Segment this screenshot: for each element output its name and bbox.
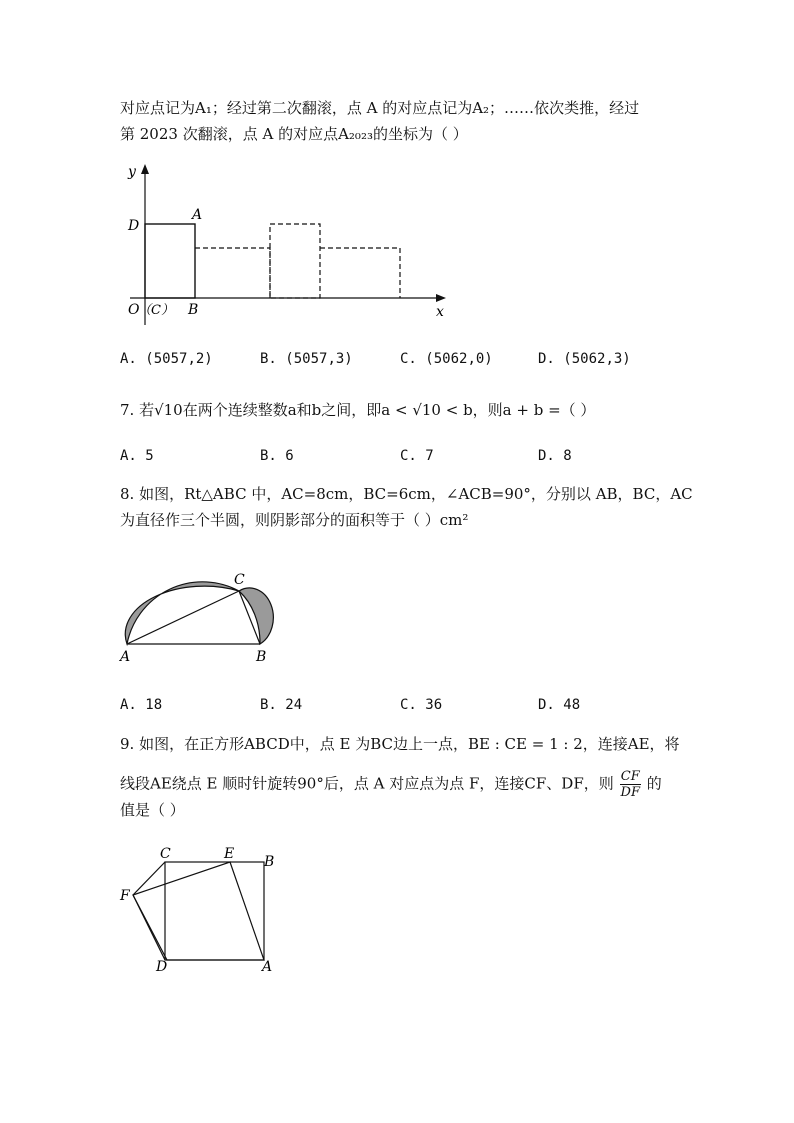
label-b: B: [188, 302, 199, 318]
label-d: D: [128, 218, 140, 234]
label-b: B: [264, 854, 275, 870]
q9-stem-line2: [120, 769, 662, 800]
q6-option-d[interactable]: D. (5062,3): [538, 351, 631, 367]
q7-option-b[interactable]: B. 6: [260, 448, 294, 464]
label-c: C: [234, 572, 245, 588]
q6-option-c[interactable]: C. (5062,0): [400, 351, 493, 367]
label-c: C: [160, 846, 171, 862]
q8-stem-line1: 8. 如图，Rt△ABC 中，AC=8cm，BC=6cm，∠ACB=90°，分别以 AB，BC，AC: [120, 485, 693, 503]
q8-option-d[interactable]: D. 48: [538, 697, 581, 713]
fraction-denominator: DF: [620, 785, 640, 800]
q6-option-b[interactable]: B. (5057,3): [260, 351, 353, 367]
dashed-rectangle-3: [320, 248, 400, 298]
dashed-rectangle-1: [195, 248, 270, 298]
dashed-rectangle-2: [270, 224, 320, 298]
q8-option-c[interactable]: C. 36: [400, 697, 443, 713]
square-aef: [133, 862, 264, 960]
x-axis-arrow: [436, 294, 446, 302]
q6-stem-line2: 第 2023 次翻滚，点 A 的对应点A₂₀₂₃的坐标为（ ）: [120, 125, 468, 143]
q6-coordinate-figure: [120, 160, 460, 330]
fraction-numerator: CF: [620, 769, 640, 784]
q7-option-d[interactable]: D. 8: [538, 448, 572, 464]
segment-df: [133, 895, 165, 960]
q7-option-c[interactable]: C. 7: [400, 448, 434, 464]
label-y: y: [128, 164, 136, 180]
label-o: O: [128, 302, 140, 318]
shaded-lune-ac: [125, 582, 239, 644]
fraction-cf-df: [620, 769, 641, 800]
q7-stem: 7. 若√10在两个连续整数a和b之间，即a < √10 < b，则a + b =（ ）: [120, 401, 596, 419]
q8-stem-line2: 为直径作三个半圆，则阴影部分的面积等于（ ）cm²: [120, 511, 469, 529]
label-d: D: [156, 959, 168, 975]
q9-stem-line3: 值是（ ）: [120, 801, 185, 819]
label-b: B: [256, 649, 267, 665]
label-a: A: [262, 959, 273, 975]
label-a: A: [120, 649, 131, 665]
q6-stem-line1: 对应点记为A₁；经过第二次翻滚，点 A 的对应点记为A₂；……依次类推，经过: [120, 99, 640, 117]
label-e: E: [224, 846, 235, 862]
label-f: F: [120, 888, 130, 904]
q7-option-a[interactable]: A. 5: [120, 448, 154, 464]
q8-option-b[interactable]: B. 24: [260, 697, 303, 713]
q8-semicircle-figure: [110, 550, 290, 665]
q6-option-a[interactable]: A. (5057,2): [120, 351, 213, 367]
label-x: x: [436, 304, 444, 320]
q8-option-a[interactable]: A. 18: [120, 697, 163, 713]
label-a: A: [192, 207, 203, 223]
rectangle-abcd: [145, 224, 195, 298]
q9-stem-line1: 9. 如图，在正方形ABCD中，点 E 为BC边上一点，BE : CE = 1 : 2，连接AE，将: [120, 735, 680, 753]
q9-stem-line2-end: 的: [646, 774, 662, 793]
y-axis-arrow: [141, 164, 149, 174]
q9-stem-line2-text: 线段AE绕点 E 顺时针旋转90°后，点 A 对应点为点 F，连接CF、DF，则: [120, 774, 614, 793]
square-abcd: [165, 862, 264, 960]
label-c: （C）: [138, 303, 174, 318]
segment-ac: [127, 591, 239, 644]
q9-square-figure: [118, 845, 288, 980]
